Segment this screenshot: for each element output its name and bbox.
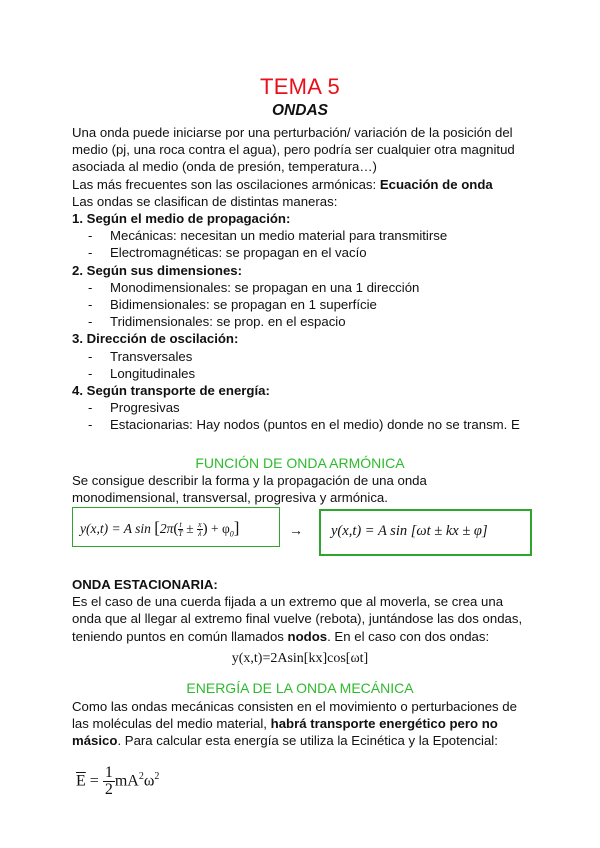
energy-eq-exp: 2 xyxy=(138,770,144,782)
classification-heading: 4. Según transporte de energía: xyxy=(72,383,270,399)
list-item: - Electromagnéticas: se propagan en el vacío xyxy=(72,244,532,261)
energy-eq-num: 1 xyxy=(104,764,113,781)
energy-line3-bold: másico xyxy=(72,733,118,749)
frequent-bold: Ecuación de onda xyxy=(379,176,493,192)
frequent-line xyxy=(72,176,532,193)
equation-two-pi: 2π xyxy=(159,521,174,536)
standing-equation: y(x,t)=2Asin[kx]cos[ωt] xyxy=(231,651,369,666)
standing-line: onda que al llegar al extremo final vuelve (rebota), juntándose las dos ondas, xyxy=(72,611,523,627)
energy-line2-pre: las moléculas del medio material, xyxy=(72,716,271,732)
fraction-x-num: x xyxy=(198,520,202,530)
list-item: - Transversales xyxy=(72,348,532,365)
energy-line2-bold: habrá transporte energético pero no xyxy=(270,716,498,732)
harmonic-line: monodimensional, transversal, progresiva y armónica. xyxy=(72,490,388,506)
fraction-t-den: T xyxy=(178,529,183,539)
classification-heading: 3. Dirección de oscilación: xyxy=(72,331,239,347)
standing-line xyxy=(72,628,532,645)
classify-line: Las ondas se clasifican de distintas maneras: xyxy=(72,193,338,209)
intro-line: medio (pj, una roca contra el agua), pero podría ser cualquier otra magnitud xyxy=(72,142,515,158)
intro-line: Una onda puede iniciarse por una perturbación/ variación de la posición del xyxy=(72,125,513,140)
list-item: - Longitudinales xyxy=(72,365,532,382)
energy-eq-omega: ω xyxy=(143,772,155,790)
equation-pm: ± xyxy=(182,521,198,536)
classification-heading: 2. Según sus dimensiones: xyxy=(72,262,243,278)
equation-lhs: y(x,t) = A sin xyxy=(80,521,155,536)
standing-text3-bold: nodos xyxy=(287,628,328,644)
page-subtitle: ONDAS xyxy=(272,102,328,119)
energy-eq-omega-exp: 2 xyxy=(154,770,160,782)
energy-line xyxy=(72,715,532,732)
fraction-x-den: λ xyxy=(198,529,202,539)
intro-line: asociada al medio (onda de presión, temperatura…) xyxy=(72,159,377,175)
list-item: - Monodimensionales: se propagan en una 1 dirección xyxy=(72,279,532,296)
list-item: - Mecánicas: necesitan un medio material para transmitirse xyxy=(72,227,532,244)
fraction-t-num: t xyxy=(179,520,182,530)
section-title-energy: ENERGÍA DE LA ONDA MECÁNICA xyxy=(186,680,414,696)
page-title: TEMA 5 xyxy=(259,74,341,99)
energy-line xyxy=(72,732,532,749)
energy-line3-post: . Para calcular esta energía se utiliza la Ecinética y la Epotencial: xyxy=(117,733,498,749)
harmonic-line: Se consigue describir la forma y la propagación de una onda xyxy=(72,473,427,488)
frequent-text: Las más frecuentes son las oscilaciones armónicas: xyxy=(72,176,380,192)
simplified-equation-box xyxy=(319,509,532,556)
equation-phi: + φ xyxy=(207,521,230,536)
standing-heading: ONDA ESTACIONARIA: xyxy=(72,577,218,592)
equation-phi-sub: 0 xyxy=(229,529,234,539)
classification-heading: 1. Según el medio de propagación: xyxy=(72,211,291,227)
standing-wave-block xyxy=(72,576,532,645)
list-item: - Tridimensionales: se prop. en el espacio xyxy=(72,313,532,330)
standing-text3-pre: teniendo puntos en común llamados xyxy=(72,628,288,644)
energy-eq-lhs: $\overline{E}$ xyxy=(76,772,86,790)
energy-eq-den: 2 xyxy=(104,781,113,798)
arrow-icon: → xyxy=(289,522,303,538)
list-item: - Estacionarias: Hay nodos (puntos en el medio) donde no se transm. E xyxy=(72,416,532,433)
section-title-harmonic: FUNCIÓN DE ONDA ARMÓNICA xyxy=(195,455,405,471)
standing-line: Es el caso de una cuerda fijada a un extremo que al moverla, se crea una xyxy=(72,594,504,610)
harmonic-text xyxy=(72,472,532,506)
list-item: - Bidimensionales: se propagan en 1 superfície xyxy=(72,296,532,313)
energy-block xyxy=(72,698,532,750)
standing-text3-post: . En el caso con dos ondas: xyxy=(327,628,490,644)
energy-eq-fraction xyxy=(103,765,115,798)
simplified-equation: y(x,t) = A sin [ωt ± kx ± φ] xyxy=(331,523,488,539)
intro-block xyxy=(72,124,532,434)
energy-line: Como las ondas mecánicas consisten en el movimiento o perturbaciones de xyxy=(72,699,517,714)
list-item: - Progresivas xyxy=(72,399,532,416)
energy-eq-equals: = xyxy=(89,772,99,790)
energy-eq-rhs: mA xyxy=(114,772,139,790)
wave-equation: y(x,t) = A sin [2π( $\frac{t}{T}$ ± $\frac{x}{\lambda}$ ) + $\varphi_0$] xyxy=(80,518,240,539)
energy-equation xyxy=(76,765,159,798)
wave-equation-box xyxy=(72,507,280,547)
